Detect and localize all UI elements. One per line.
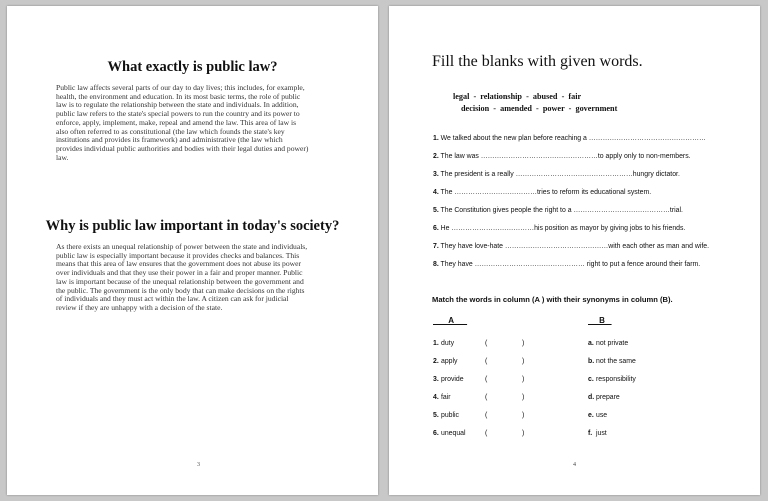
column-b-letter: f. <box>588 430 593 437</box>
paragraph-line: law is important because of the unequal relationship between the government and <box>56 276 304 286</box>
question-6 <box>433 225 753 232</box>
column-a-word: fair <box>441 394 451 401</box>
question-5 <box>433 207 753 214</box>
answer-bracket-close: ) <box>522 412 525 419</box>
column-b-letter: b. <box>588 358 595 365</box>
question-number: 5. <box>433 207 439 214</box>
column-b-word: just <box>596 430 607 437</box>
paragraph-line: Public law affects several parts of our day to day lives; this includes, for example, <box>56 83 305 92</box>
paragraph-line: the public. The government is the only body that can make decisions on the rights <box>56 285 305 295</box>
column-a-number: 3. <box>433 376 439 383</box>
answer-bracket-close: ) <box>522 394 525 401</box>
question-text: The president is a really ……………………………………………hungry dictator. <box>440 171 680 178</box>
question-number: 4. <box>433 189 439 196</box>
word-bank-line-1: legal - relationship - abused - fair <box>453 92 582 101</box>
question-8 <box>433 261 753 268</box>
column-b-letter: c. <box>588 376 594 383</box>
document-page-left <box>7 6 378 495</box>
column-b-word: not the same <box>596 358 636 365</box>
question-number: 2. <box>433 153 439 160</box>
question-number: 1. <box>433 135 439 142</box>
page-number: 4 <box>573 462 576 468</box>
question-number: 8. <box>433 261 439 268</box>
column-a-number: 2. <box>433 358 439 365</box>
page-number: 3 <box>197 462 200 468</box>
answer-bracket-close: ) <box>522 340 525 347</box>
column-a-word: provide <box>441 376 464 383</box>
paragraph-line: provides individual public authorities and bodies with their legal duties and power) <box>56 143 309 153</box>
column-a-number: 5. <box>433 412 439 419</box>
match-row <box>389 394 760 404</box>
answer-bracket-open[interactable]: ( <box>485 340 488 347</box>
column-b-heading: B <box>588 316 612 325</box>
column-b-letter: d. <box>588 394 595 401</box>
column-b-letter: a. <box>588 340 594 347</box>
paragraph-line: public law refers to the state's special powers to run the country and its power to <box>56 109 300 119</box>
paragraph-public-law-definition <box>56 84 352 162</box>
question-3 <box>433 171 753 178</box>
column-a-number: 1. <box>433 340 439 347</box>
question-text: The ………………………………tries to reform its educational system. <box>440 189 652 196</box>
match-row <box>389 412 760 422</box>
paragraph-line: enforce, apply, implement, make, repeal and amend the law. This area of law is <box>56 117 297 127</box>
column-a-heading: A <box>433 316 468 325</box>
column-b-letter: e. <box>588 412 594 419</box>
question-text: The Constitution gives people the right to a ……………………………………trial. <box>440 207 683 214</box>
question-text: The law was ……………………………………………to apply only to non-members. <box>440 153 691 160</box>
heading-why-public-law-important: Why is public law important in today's society? <box>45 218 340 234</box>
question-1 <box>433 135 753 142</box>
question-number: 7. <box>433 243 439 250</box>
paragraph-line: means that this area of law ensures that the government does not abuse its power <box>56 259 302 269</box>
paragraph-line: institutions and provides its framework) and administrative (the law which <box>56 135 283 145</box>
heading-what-is-public-law: What exactly is public law? <box>107 59 278 75</box>
column-a-word: duty <box>441 340 455 347</box>
paragraph-public-law-importance <box>56 243 352 313</box>
question-number: 6. <box>433 225 439 232</box>
match-row <box>389 376 760 386</box>
question-4 <box>433 189 753 196</box>
paragraph-line: over individuals and that they use their power in a fair and proper manner. Public <box>56 268 303 278</box>
paragraph-line: law is to regulate the relationship between the state and individuals. In addition, <box>56 100 299 110</box>
column-b-word: use <box>596 412 608 419</box>
paragraph-line: review if they are unhappy with a decision of the state. <box>56 302 223 312</box>
question-7 <box>433 243 753 250</box>
answer-bracket-close: ) <box>522 376 525 383</box>
answer-bracket-open[interactable]: ( <box>485 376 488 383</box>
word-bank-line-2: decision - amended - power - government <box>461 104 618 113</box>
paragraph-line: law. <box>56 152 69 162</box>
question-text: He ………………………………his position as mayor by giving jobs to his friends. <box>440 225 686 232</box>
document-page-right <box>389 6 760 495</box>
answer-bracket-close: ) <box>522 430 525 437</box>
match-row <box>389 430 760 440</box>
answer-bracket-open[interactable]: ( <box>485 430 488 437</box>
column-a-number: 6. <box>433 430 439 437</box>
question-number: 3. <box>433 171 439 178</box>
answer-bracket-open[interactable]: ( <box>485 358 488 365</box>
paragraph-line: of individuals and they must act within the law. A citizen can ask for judicial <box>56 294 289 304</box>
match-row <box>389 358 760 368</box>
column-a-word: public <box>441 412 460 419</box>
answer-bracket-close: ) <box>522 358 525 365</box>
paragraph-line: health, the environment and education. In its most basic terms, the role of public <box>56 91 301 101</box>
column-a-word: apply <box>441 358 458 365</box>
exercise-title: Fill the blanks with given words. <box>432 53 643 70</box>
column-a-number: 4. <box>433 394 439 401</box>
question-2 <box>433 153 753 160</box>
paragraph-line: As there exists an unequal relationship of power between the state and individuals, <box>56 242 308 251</box>
answer-bracket-open[interactable]: ( <box>485 412 488 419</box>
match-exercise-title: Match the words in column (A ) with their synonyms in column (B). <box>432 295 673 304</box>
column-b-word: not private <box>596 340 629 347</box>
question-text: They have ………………………………………… right to put a fence around their farm. <box>440 261 701 268</box>
column-b-word: responsibility <box>596 376 636 383</box>
question-text: We talked about the new plan before reaching a …………………………………………… <box>440 135 706 142</box>
column-b-word: prepare <box>596 394 620 401</box>
match-row <box>389 340 760 350</box>
answer-bracket-open[interactable]: ( <box>485 394 488 401</box>
question-text: They have love-hate ………………………………………with each other as man and wife. <box>440 243 709 250</box>
paragraph-line: also often referred to as constitutional (the law which founds the state's key <box>56 126 285 136</box>
column-a-word: unequal <box>441 430 466 437</box>
paragraph-line: public law is especially important because it provides checks and balances. This <box>56 250 300 260</box>
